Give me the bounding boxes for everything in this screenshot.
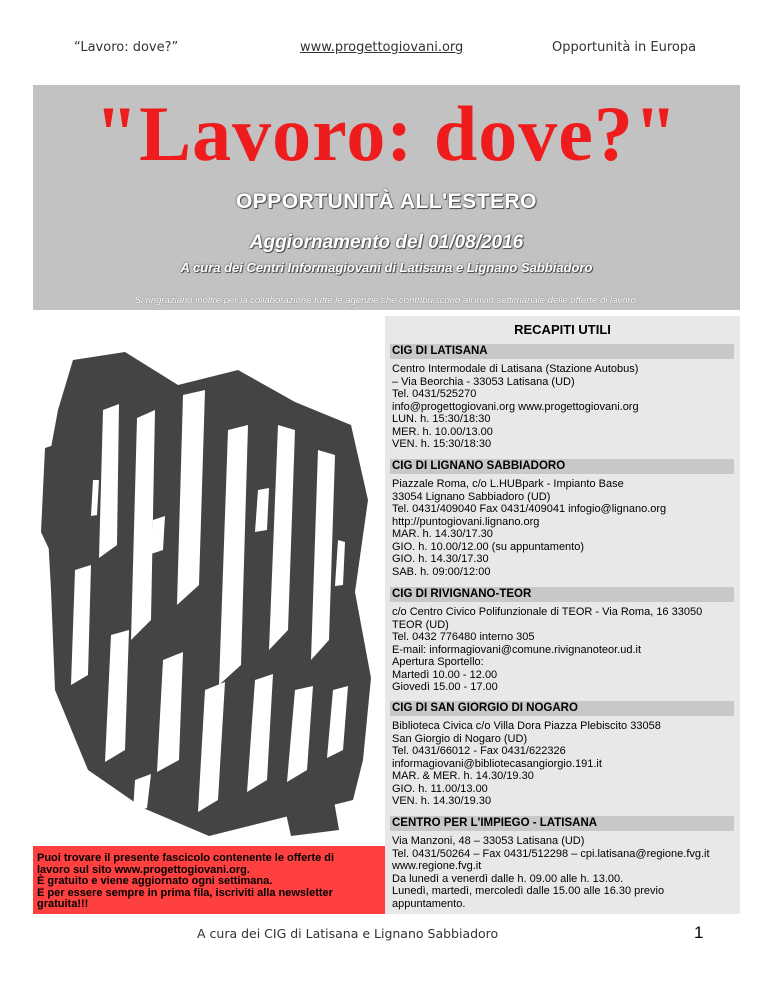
section-body-lignano: [392, 478, 737, 578]
main-title: "Lavoro: dove?": [94, 90, 679, 177]
notice-line: Puoi trovare il presente fascicolo contenente le offerte di: [37, 852, 335, 864]
header-website-link[interactable]: www.progettogiovani.org: [300, 40, 464, 55]
header-right-title: Opportunità in Europa: [552, 40, 697, 55]
contact-line[interactable]: informagiovani@bibliotecasangiorgio.191.it: [392, 757, 602, 770]
contact-line[interactable]: Tel. 0431/409040 Fax 0431/409041 infogio@lignano.org: [392, 503, 667, 515]
section-heading-lignano: CIG DI LIGNANO SABBIADORO: [390, 459, 734, 474]
page-number: 1: [694, 923, 704, 942]
contact-line[interactable]: Tel. 0431/50264 – Fax 0431/512298 – cpi.latisana@regione.fvg.it: [392, 847, 710, 860]
contact-line: SAB. h. 09:00/12:00: [392, 565, 491, 578]
notice-line: È gratuito e viene aggiornato ogni settimana.: [37, 875, 273, 887]
section-body-sangiorgio: [392, 720, 737, 808]
thanks-note: Si ringraziano inoltre per la collaborazione tutte le agenzie che contribuiscono all'invio settimanale delle offerte di lavoro.: [134, 295, 639, 306]
contact-line: Da lunedì a venerdì dalle h. 09.00 alle h. 13.00.: [392, 872, 624, 885]
contact-line: Lunedì, martedì, mercoledì dalle 15.00 alle 16.30 previo: [392, 885, 665, 897]
section-body-latisana: [392, 363, 737, 451]
contact-line: TEOR (UD): [392, 618, 449, 631]
contact-line: LUN. h. 15:30/18:30: [392, 413, 491, 425]
title-banner: [33, 85, 740, 310]
contact-line[interactable]: E-mail: informagiovani@comune.rivignanoteor.ud.it: [392, 643, 642, 656]
contact-line: Centro Intermodale di Latisana (Stazione Autobus): [392, 363, 639, 375]
contact-line: MER. h. 10.00/13.00: [392, 425, 493, 438]
contact-line: Biblioteca Civica c/o Villa Dora Piazza Plebiscito 33058: [392, 720, 661, 732]
contact-line: VEN. h. 14.30/19.30: [392, 795, 492, 807]
contact-line: 33054 Lignano Sabbiadoro (UD): [392, 490, 551, 503]
banner-subtitle: OPPORTUNITÀ ALL'ESTERO: [235, 190, 538, 213]
contact-line: c/o Centro Civico Polifunzionale di TEOR - Via Roma, 16 33050: [392, 606, 703, 618]
section-body-impiego: [392, 835, 737, 910]
contact-line[interactable]: http://puntogiovani.lignano.org: [392, 515, 540, 528]
curated-by: A cura dei Centri Informagiovani di Latisana e Lignano Sabbiadoro: [180, 260, 593, 275]
contact-line: GIO. h. 11.00/13.00: [392, 782, 488, 795]
section-heading-rivignano: CIG DI RIVIGNANO-TEOR: [390, 587, 734, 602]
contacts-title: RECAPITI UTILI: [514, 322, 611, 337]
section-heading-sangiorgio: CIG DI SAN GIORGIO DI NOGARO: [390, 701, 734, 716]
update-date: Aggiornamento del 01/08/2016: [249, 232, 524, 253]
notice-line: gratuita!!!: [37, 898, 89, 910]
contact-line: GIO. h. 14.30/17.30: [392, 553, 489, 565]
contact-line: Giovedì 15.00 - 17.00: [392, 681, 498, 693]
section-body-rivignano: [392, 606, 737, 694]
newsletter-notice: [33, 846, 385, 914]
section-heading-impiego: CENTRO PER L'IMPIEGO - LATISANA: [390, 816, 734, 831]
footer-credit: A cura dei CIG di Latisana e Lignano Sabbiadoro: [197, 926, 499, 941]
contact-line: VEN. h. 15:30/18:30: [392, 438, 492, 450]
useful-contacts-panel: [385, 316, 740, 914]
contact-line[interactable]: www.regione.fvg.it: [392, 860, 482, 872]
contact-line: Apertura Sportello:: [392, 656, 484, 668]
contact-line: San Giorgio di Nogaro (UD): [392, 732, 528, 745]
contact-line: Tel. 0432 776480 interno 305: [392, 631, 535, 643]
contact-line: GIO. h. 10.00/12.00 (su appuntamento): [392, 540, 585, 553]
contact-line: Via Manzoni, 48 – 33053 Latisana (UD): [392, 835, 585, 847]
header-left-title: “Lavoro: dove?”: [74, 40, 179, 55]
contact-line: – Via Beorchia - 33053 Latisana (UD): [392, 375, 575, 388]
contact-line: Tel. 0431/66012 - Fax 0431/622326: [392, 745, 566, 757]
contact-line: MAR. & MER. h. 14.30/19.30: [392, 770, 534, 782]
contact-line: appuntamento.: [392, 897, 466, 910]
notice-line: lavoro sul sito www.progettogiovani.org.: [37, 863, 250, 876]
contact-line[interactable]: info@progettogiovani.org www.progettogiovani.org: [392, 400, 639, 413]
contact-line: Martedì 10.00 - 12.00: [392, 668, 498, 681]
abstract-city-illustration: [33, 330, 385, 840]
contact-line: Tel. 0431/525270: [392, 388, 477, 400]
contact-line: Piazzale Roma, c/o L.HUBpark - Impianto Base: [392, 478, 624, 490]
contact-line: MAR. h. 14.30/17.30: [392, 528, 493, 540]
section-heading-latisana: CIG DI LATISANA: [390, 344, 734, 359]
notice-line: E per essere sempre in prima fila, iscriviti alla newsletter: [37, 886, 333, 899]
